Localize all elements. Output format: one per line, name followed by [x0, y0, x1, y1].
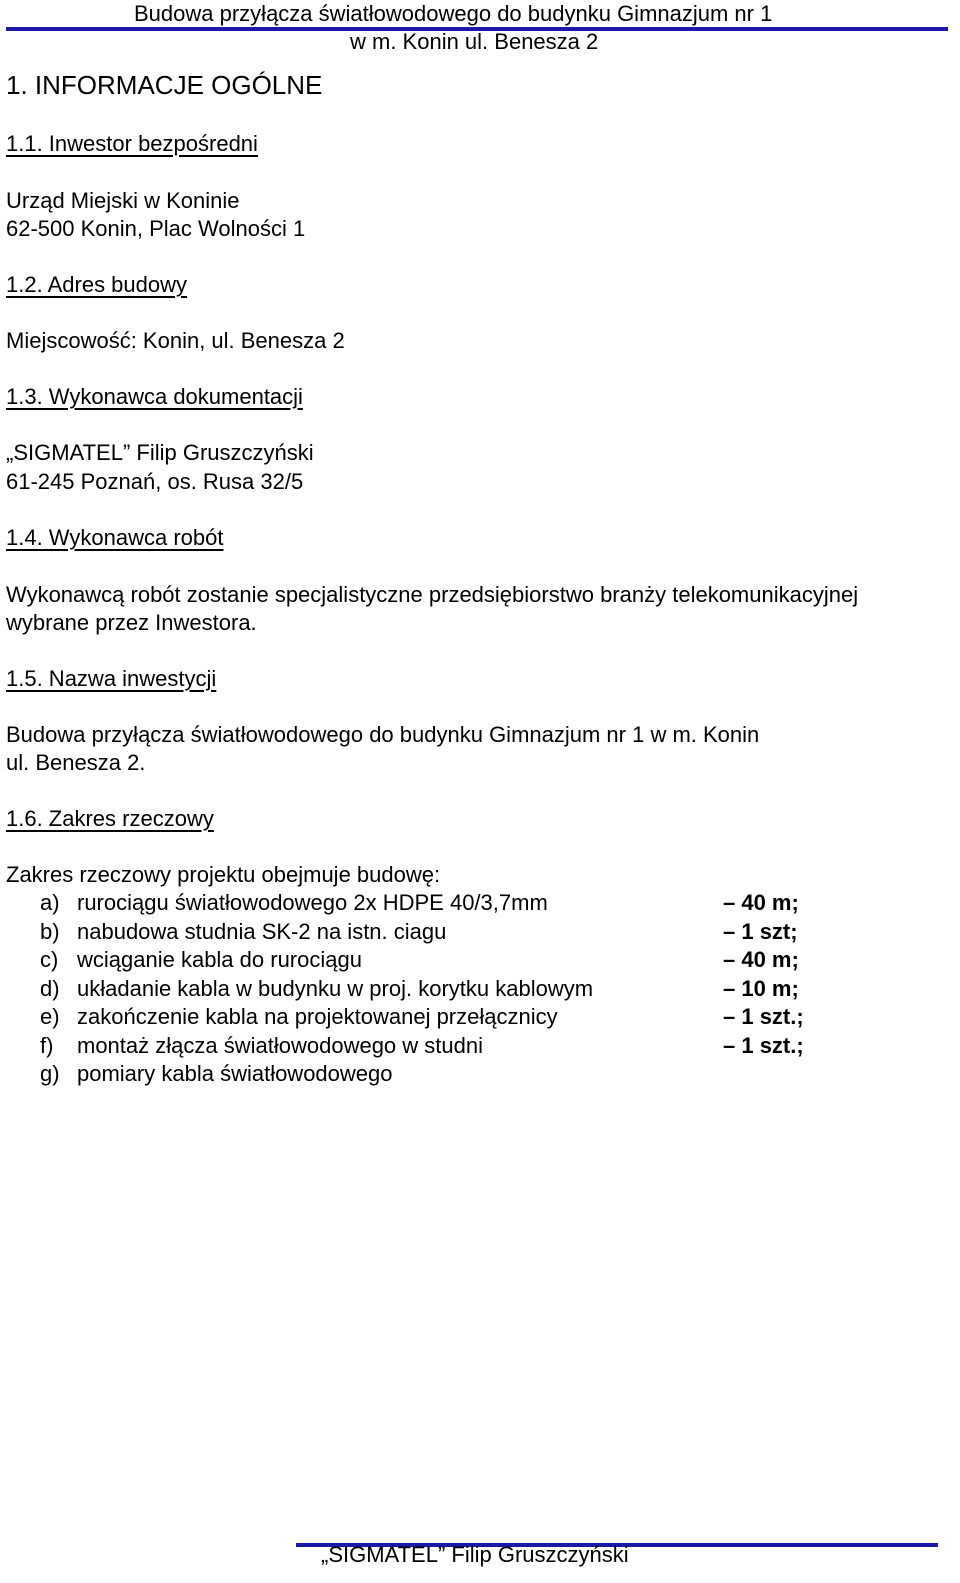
list-item-text: układanie kabla w budynku w proj. korytku kablowym [77, 975, 594, 1001]
designer-line1: „SIGMATEL” Filip Gruszczyński [6, 440, 314, 465]
list-item [40, 1003, 840, 1032]
list-item-letter: e) [40, 1004, 60, 1029]
list-item-letter: g) [40, 1061, 60, 1086]
investment-name-line2: ul. Benesza 2. [6, 750, 146, 775]
header-title-line2: w m. Konin ul. Benesza 2 [350, 29, 599, 54]
list-item [40, 889, 840, 918]
list-item [40, 946, 840, 975]
list-item [40, 1060, 840, 1089]
list-item-quantity: – 40 m; [723, 890, 799, 915]
investor-line2: 62-500 Konin, Plac Wolności 1 [6, 216, 306, 241]
scope-heading: 1.6. Zakres rzeczowy [6, 806, 214, 831]
designer-line2: 61-245 Poznań, os. Rusa 32/5 [6, 469, 304, 494]
investment-name-heading: 1.5. Nazwa inwestycji [6, 666, 217, 691]
scope-intro: Zakres rzeczowy projektu obejmuje budowę: [6, 862, 441, 887]
designer-heading: 1.3. Wykonawca dokumentacji [6, 384, 303, 409]
header-title-line1: Budowa przyłącza światłowodowego do budynku Gimnazjum nr 1 [134, 1, 773, 26]
list-item-quantity: – 1 szt; [723, 918, 798, 944]
investor-heading: 1.1. Inwestor bezpośredni [6, 131, 258, 156]
list-item [40, 918, 840, 947]
contractor-line1: Wykonawcą robót zostanie specjalistyczne przedsiębiorstwo branży telekomunikacyjnej [6, 582, 859, 607]
list-item-quantity: – 1 szt.; [723, 1004, 804, 1029]
scope-list [40, 889, 840, 1089]
footer-company: „SIGMATEL” Filip Gruszczyński [321, 1542, 629, 1567]
list-item-letter: a) [40, 890, 60, 915]
list-item-quantity: – 1 szt.; [723, 1032, 804, 1058]
section-title: 1. INFORMACJE OGÓLNE [6, 70, 323, 100]
list-item-letter: d) [40, 975, 60, 1001]
address-heading: 1.2. Adres budowy [6, 272, 188, 297]
list-item [40, 1032, 840, 1061]
address-line1: Miejscowość: Konin, ul. Benesza 2 [6, 328, 345, 353]
list-item-quantity: – 10 m; [723, 975, 799, 1001]
list-item-text: wciąganie kabla do rurociągu [77, 947, 362, 972]
list-item-quantity: – 40 m; [723, 947, 799, 972]
list-item-letter: c) [40, 947, 59, 972]
list-item-text: pomiary kabla światłowodowego [77, 1061, 393, 1086]
list-item-text: nabudowa studnia SK-2 na istn. ciagu [77, 918, 447, 944]
list-item-text: rurociągu światłowodowego 2x HDPE 40/3,7mm [77, 890, 548, 915]
list-item [40, 975, 840, 1004]
investment-name-line1: Budowa przyłącza światłowodowego do budynku Gimnazjum nr 1 w m. Konin [6, 722, 760, 747]
contractor-heading: 1.4. Wykonawca robót [6, 525, 224, 550]
list-item-letter: f) [40, 1032, 54, 1058]
investor-line1: Urząd Miejski w Koninie [6, 188, 240, 213]
list-item-text: montaż złącza światłowodowego w studni [77, 1032, 483, 1058]
contractor-line2: wybrane przez Inwestora. [6, 610, 257, 635]
list-item-text: zakończenie kabla na projektowanej przełącznicy [77, 1004, 558, 1029]
list-item-letter: b) [40, 918, 60, 944]
